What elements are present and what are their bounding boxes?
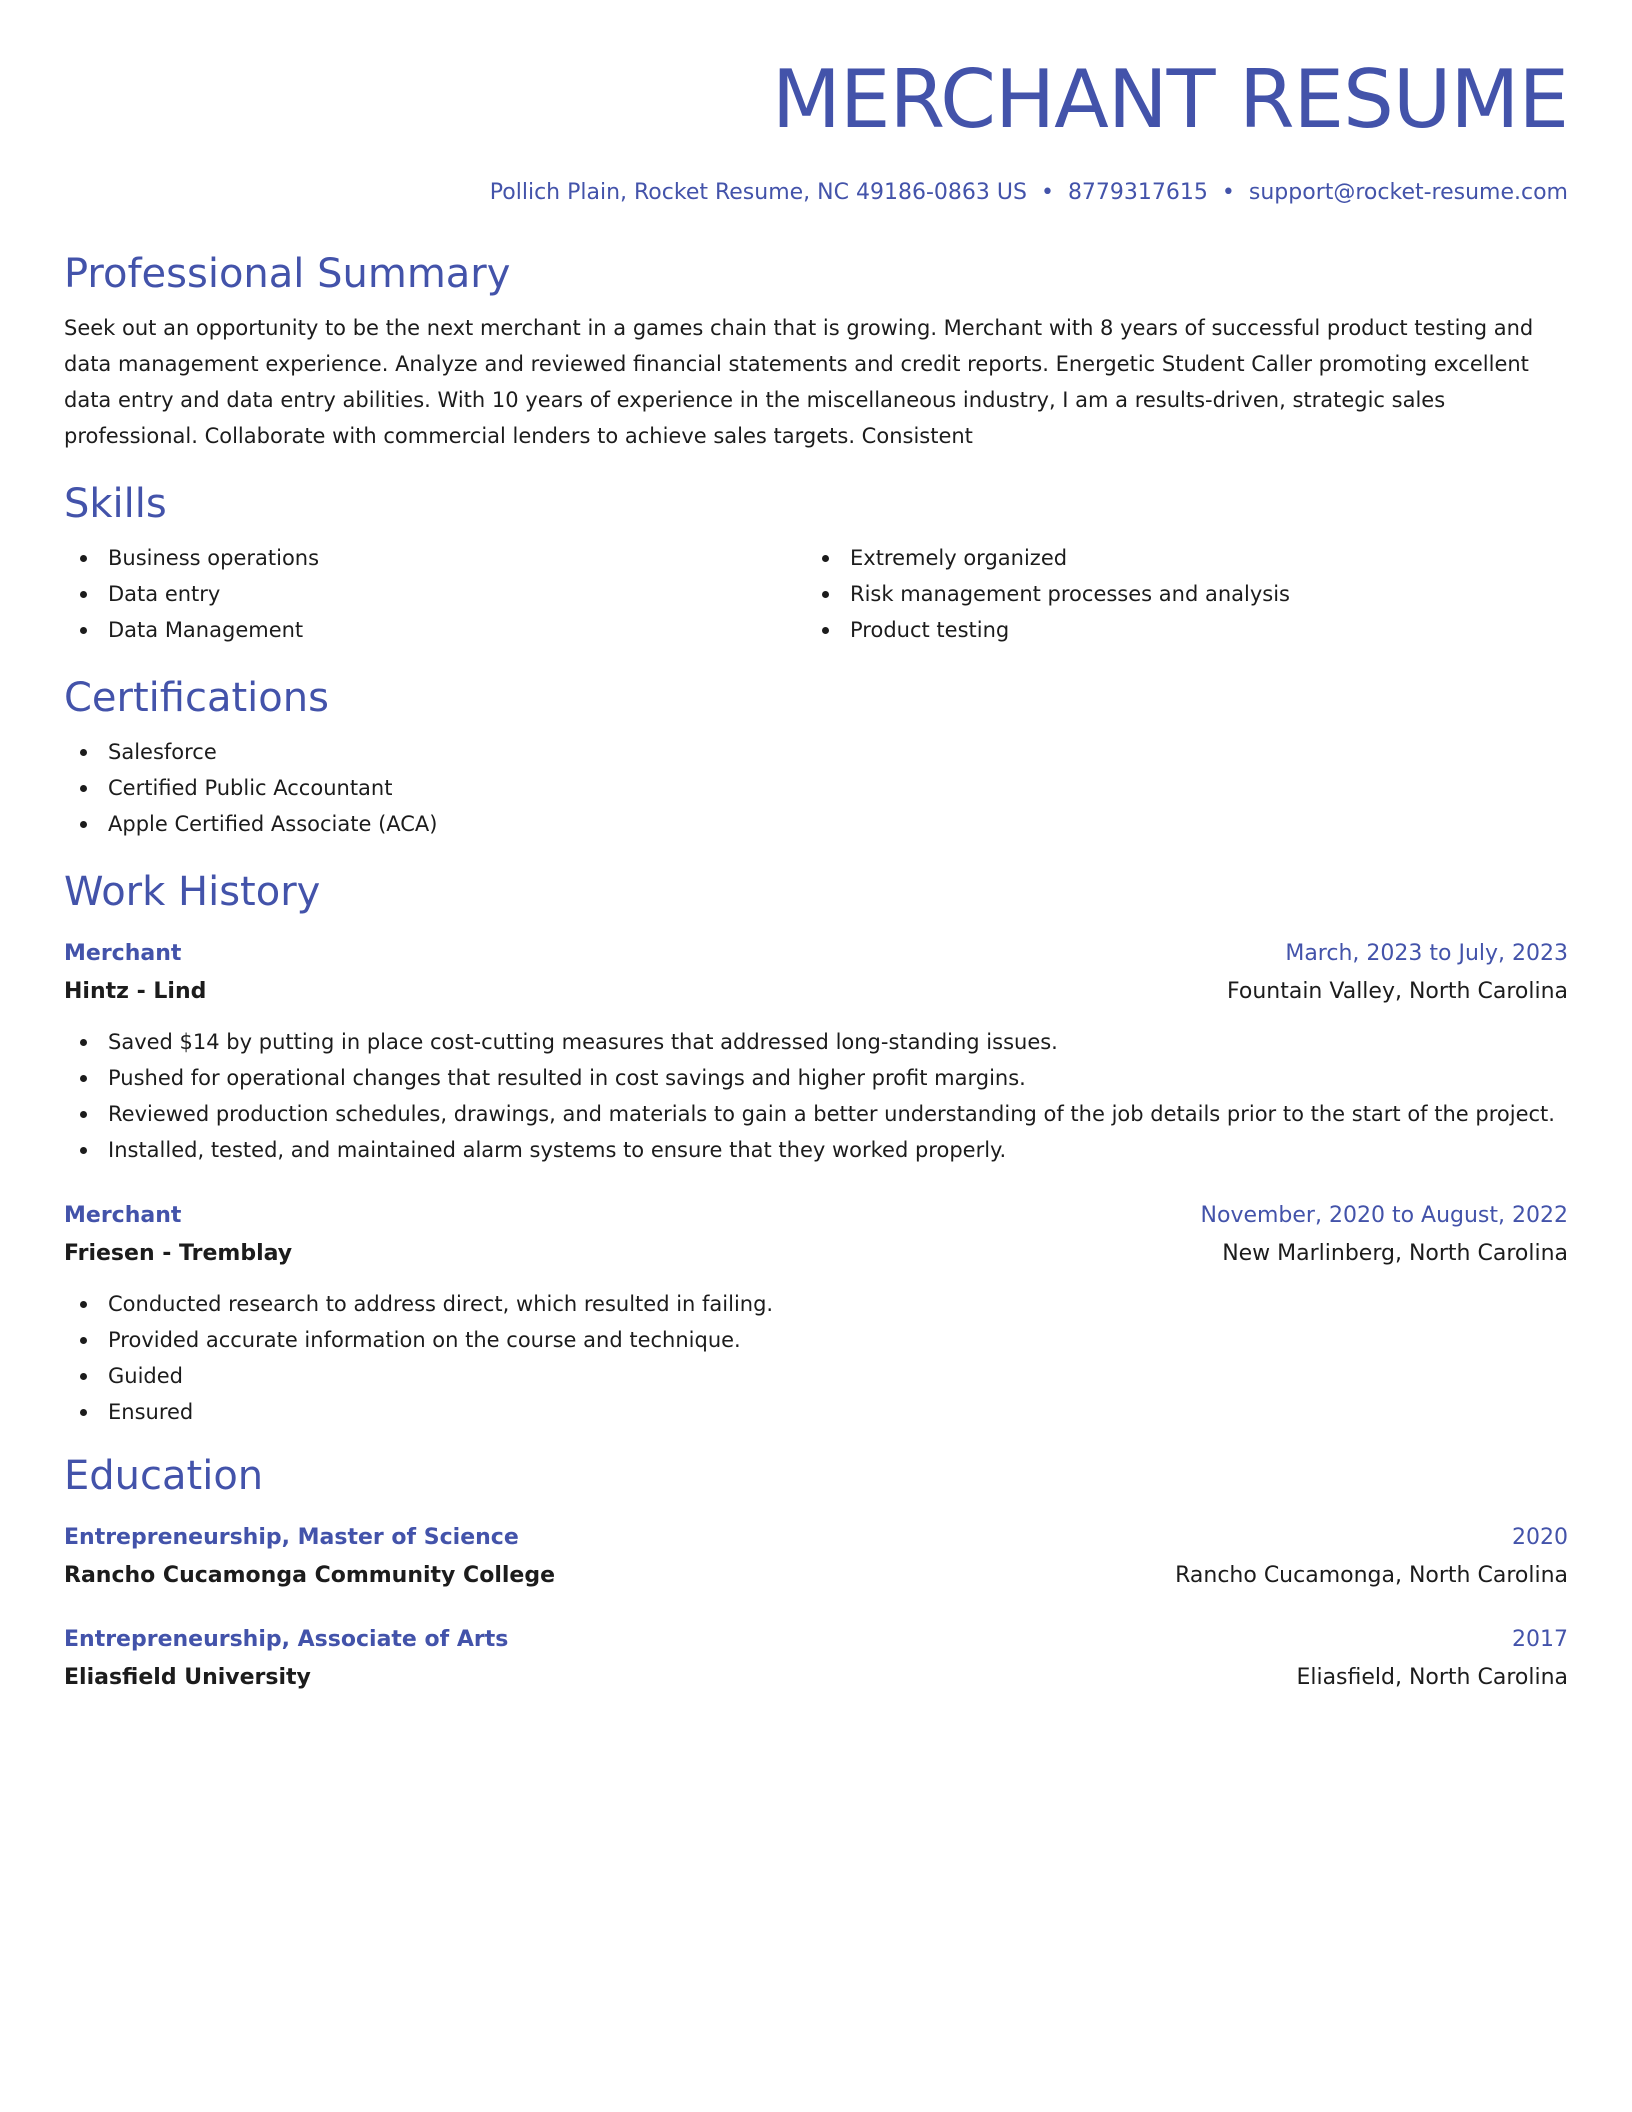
job-bullet: Conducted research to address direct, which resulted in failing. [64, 1286, 1568, 1322]
certifications-heading: Certifications [64, 675, 329, 721]
summary-text: Seek out an opportunity to be the next merchant in a games chain that is growing. Merchant with 8 years of successful product testing and data management experience. Analyze and reviewed financial statements and credit reports. Energetic Student Caller promoting excellent data entry and data entry abilities. With 10 years of experience in the miscellaneous industry, I am a results-driven, strategic sales professional. Collaborate with commercial lenders to achieve sales targets. Consistent [64, 316, 1534, 448]
job-location: New Marlinberg, North Carolina [1222, 1241, 1568, 1266]
job-bullet: Reviewed production schedules, drawings, and materials to gain a better understanding of the job details prior to the start of the project. [64, 1096, 1568, 1132]
job-bullet: Ensured [64, 1394, 1568, 1430]
job-bullet: Saved $14 by putting in place cost-cutting measures that addressed long-standing issues. [64, 1024, 1568, 1060]
skill-item: Business operations [64, 540, 806, 576]
education-location: Eliasfield, North Carolina [1296, 1665, 1568, 1690]
resume-title: MERCHANT RESUME [771, 53, 1568, 146]
certification-item: Apple Certified Associate (ACA) [64, 806, 1568, 842]
job-location: Fountain Valley, North Carolina [1227, 979, 1568, 1004]
education-school: Rancho Cucamonga Community College [64, 1563, 555, 1588]
skills-column-left [64, 540, 806, 648]
certifications-list [64, 734, 1568, 842]
job-dates: March, 2023 to July, 2023 [1285, 941, 1568, 966]
skills-list [64, 540, 1568, 648]
education-entry [64, 1622, 1568, 1698]
job-company: Friesen - Tremblay [64, 1241, 293, 1266]
education-entry [64, 1520, 1568, 1596]
skills-heading: Skills [64, 481, 167, 527]
contact-line [64, 178, 1568, 208]
skill-item: Data Management [64, 612, 806, 648]
job-bullet: Installed, tested, and maintained alarm systems to ensure that they worked properly. [64, 1132, 1568, 1168]
skill-item: Extremely organized [806, 540, 1548, 576]
job-bullet: Pushed for operational changes that resulted in cost savings and higher profit margins. [64, 1060, 1568, 1096]
resume-page [64, 52, 1568, 1698]
education-school: Eliasfield University [64, 1665, 311, 1690]
skill-item: Data entry [64, 576, 806, 612]
contact-separator: • [1040, 180, 1054, 205]
job-bullet: Guided [64, 1358, 1568, 1394]
skill-item: Product testing [806, 612, 1548, 648]
job-role: Merchant [64, 941, 182, 966]
skills-column-right [806, 540, 1548, 648]
contact-phone: 8779317615 [1067, 180, 1208, 205]
skill-item: Risk management processes and analysis [806, 576, 1548, 612]
education-location: Rancho Cucamonga, North Carolina [1175, 1563, 1568, 1588]
job-bullets [64, 1286, 1568, 1430]
education-year: 2020 [1512, 1525, 1568, 1550]
education-degree: Entrepreneurship, Associate of Arts [64, 1627, 509, 1652]
job-bullet: Provided accurate information on the course and technique. [64, 1322, 1568, 1358]
job-company: Hintz - Lind [64, 979, 207, 1004]
job-role: Merchant [64, 1203, 182, 1228]
work-history-heading: Work History [64, 869, 321, 915]
job-entry [64, 936, 1568, 1168]
summary-heading: Professional Summary [64, 251, 511, 297]
contact-address: Pollich Plain, Rocket Resume, NC 49186-0863 US [489, 180, 1027, 205]
job-bullets [64, 1024, 1568, 1168]
certification-item: Certified Public Accountant [64, 770, 1568, 806]
job-entry [64, 1198, 1568, 1430]
contact-separator: • [1221, 180, 1235, 205]
certification-item: Salesforce [64, 734, 1568, 770]
job-dates: November, 2020 to August, 2022 [1200, 1203, 1568, 1228]
education-degree: Entrepreneurship, Master of Science [64, 1525, 519, 1550]
education-year: 2017 [1512, 1627, 1568, 1652]
contact-email: support@rocket-resume.com [1248, 180, 1568, 205]
education-heading: Education [64, 1453, 264, 1499]
